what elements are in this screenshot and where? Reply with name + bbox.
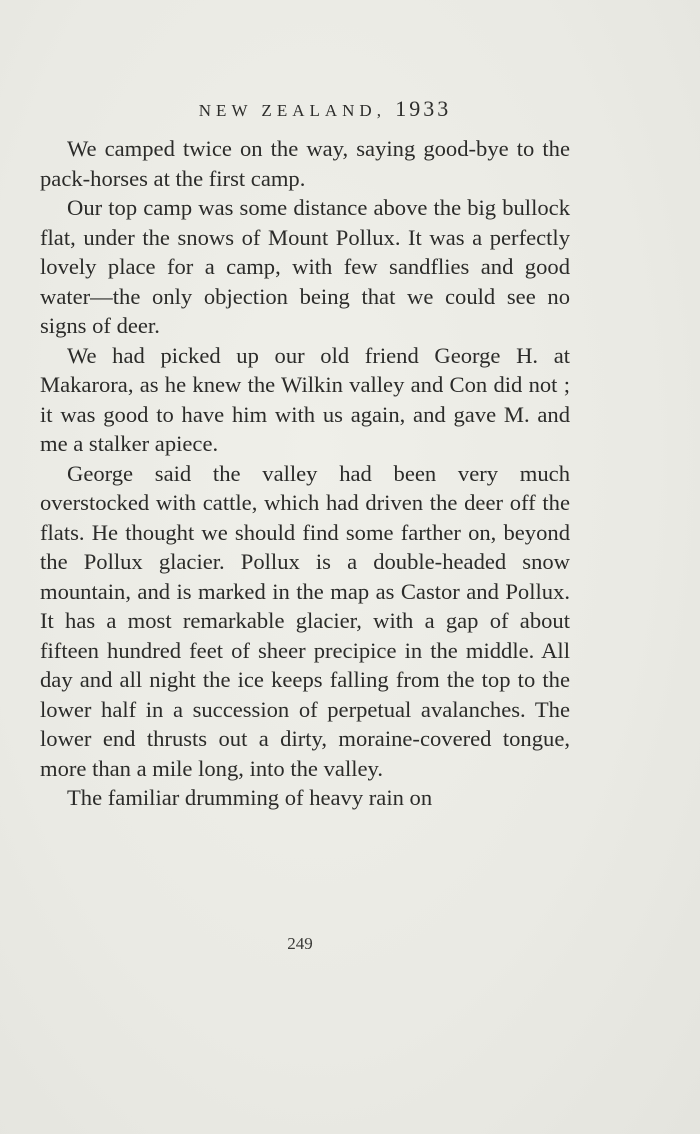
paragraph-5: The familiar drumming of heavy rain on [67,785,433,810]
paragraph-3: We had picked up our old friend George H. at Makarora, as he knew the Wilkin valley and Con did not ; it was good to have him with us again, and gave M. and me a stalker apiece. [40,342,570,456]
body-text [40,134,570,813]
paragraph-2: Our top camp was some distance above the big bullock flat, under the snows of Mount Pollux. It was a perfectly lovely place for a camp, with few sandflies and good water—the only objection being that we could see no signs of deer. [40,195,570,338]
page-number: 249 [287,934,313,953]
running-head-year: 1933 [395,96,452,121]
running-head [40,96,610,122]
running-title: NEW ZEALAND, [198,101,386,120]
paragraph-4: George said the valley had been very much overstocked with cattle, which had driven the deer off the flats. He thought we should find some farther on, beyond the Pollux glacier. Pollux is a double-headed snow mountain, and is marked in the map as Castor and Pollux. It has a most remarkable glacier, with a gap of about fifteen hundred feet of sheer precipice in the middle. All day and all night the ice keeps falling from the top to the lower half in a succession of perpetual avalanches. The lower end thrusts out a dirty, moraine-covered tongue, more than a mile long, into the valley. [40,460,570,781]
paragraph-1: We camped twice on the way, saying good-bye to the pack-horses at the first camp. [40,136,570,191]
